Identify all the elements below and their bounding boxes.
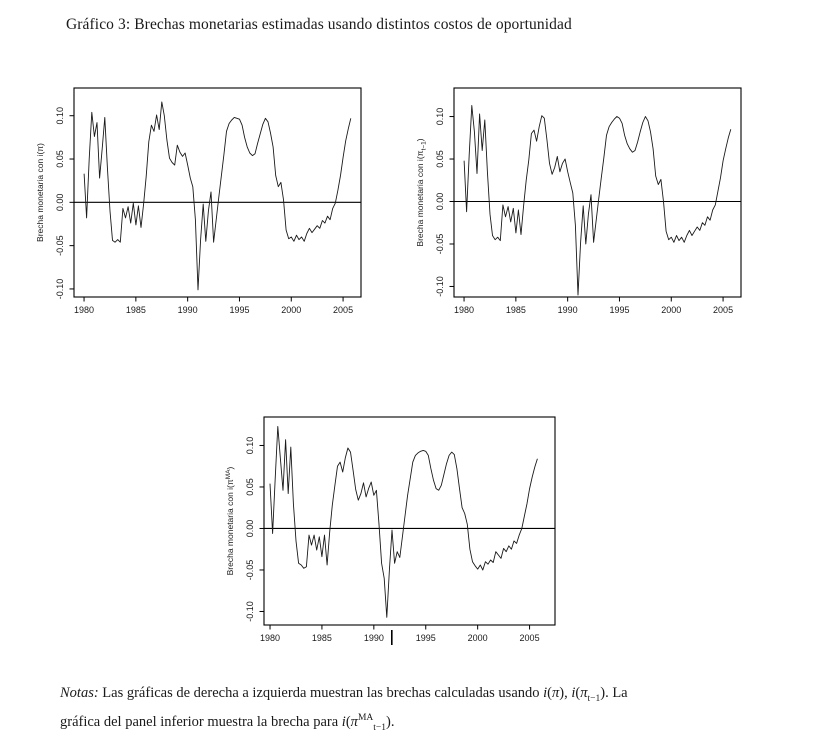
figure-notes [60,684,786,739]
y-tick-label: -0.10 [55,278,65,300]
x-tick-label: 1985 [125,305,146,315]
plot-box [264,417,555,625]
x-tick-label: 1990 [557,305,578,315]
figure-caption: Gráfico 3: Brechas monetarias estimadas usando distintos costos de oportunidad [66,16,572,33]
x-tick-label: 1980 [260,633,281,643]
y-tick-label: 0.10 [245,436,255,455]
series-line [84,102,351,290]
y-tick-label: 0.10 [435,107,445,126]
y-tick-label: 0.05 [245,478,255,496]
stray-cursor-artifact [391,630,393,645]
x-tick-label: 1990 [177,305,198,315]
notes-line-1: Notas: Las gráficas de derecha a izquierda muestran las brechas calculadas usando i(π), $i(\pi_{t-1})$. La [60,685,628,704]
y-tick-label: 0.00 [245,519,255,538]
y-tick-label: 0.05 [55,150,65,168]
panel-top-left [35,88,361,315]
x-tick-label: 2005 [713,305,734,315]
x-tick-label: 2005 [519,633,540,643]
x-tick-label: 2000 [281,305,302,315]
panel-bottom-center [225,417,555,643]
y-axis-label: Brecha monetaria con $i(\pi^{MA})$ [225,466,235,576]
y-tick-label: -0.10 [435,276,445,297]
x-tick-label: 2005 [333,305,354,315]
series-line [464,106,731,296]
y-tick-label: 0.10 [55,106,65,125]
y-tick-label: -0.10 [245,601,255,622]
plot-box [454,88,741,297]
x-tick-label: 1980 [74,305,95,315]
y-tick-label: -0.05 [435,233,445,255]
y-tick-label: 0.00 [55,193,65,212]
x-tick-label: 1985 [505,305,526,315]
y-axis-label: Brecha monetaria con i(π) [35,143,45,242]
plot-box [74,88,361,297]
x-tick-label: 1995 [609,305,630,315]
y-axis-label: Brecha monetaria con $i(\pi_{t-1})$ [415,138,428,247]
x-tick-label: 1990 [363,633,384,643]
series-line [270,426,537,617]
x-tick-label: 1980 [454,305,475,315]
x-tick-label: 2000 [467,633,488,643]
x-tick-label: 1985 [311,633,332,643]
x-tick-label: 1995 [415,633,436,643]
x-tick-label: 2000 [661,305,682,315]
y-tick-label: 0.05 [435,150,445,168]
y-tick-label: 0.00 [435,192,445,211]
panel-top-right [415,88,741,315]
notes-line-2: gráfica del panel inferior muestra la brecha para $i(\pi^{MA}_{t-1})$. [60,713,395,734]
y-tick-label: -0.05 [55,235,65,256]
y-tick-label: -0.05 [245,559,255,581]
x-tick-label: 1995 [229,305,250,315]
